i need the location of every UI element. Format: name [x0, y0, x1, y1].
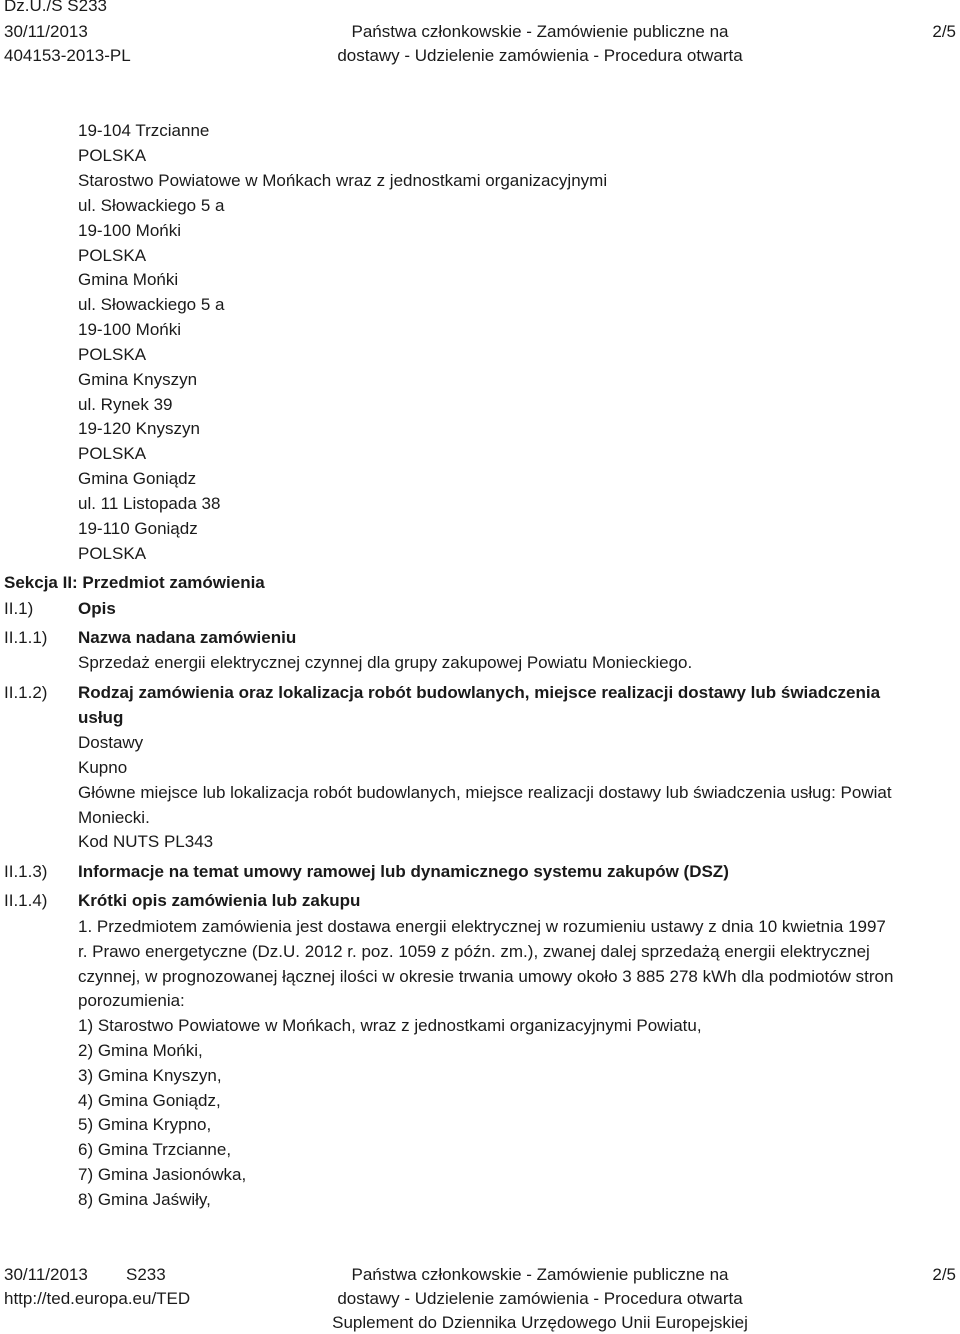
address-line: POLSKA	[78, 146, 147, 165]
address-line: 19-110 Goniądz	[78, 519, 198, 538]
header-date: 30/11/2013	[4, 22, 88, 41]
description-line: 3) Gmina Knyszyn,	[78, 1066, 222, 1085]
contract-name: Sprzedaż energii elektrycznej czynnej dla grupy zakupowej Powiatu Monieckiego.	[78, 653, 693, 672]
address-line: 19-100 Mońki	[78, 221, 182, 240]
section-number: II.1.1)	[4, 628, 48, 647]
header-notice-id: 404153-2013-PL	[4, 46, 131, 65]
address-line: POLSKA	[78, 246, 147, 265]
header-title-line1: Państwa członkowskie - Zamówienie publiczne na	[351, 22, 729, 41]
description-line: porozumienia:	[78, 991, 185, 1010]
header-title-line2: dostawy - Udzielenie zamówienia - Procedura otwarta	[337, 46, 743, 65]
address-line: ul. Słowackiego 5 a	[78, 295, 225, 314]
address-line: ul. 11 Listopada 38	[78, 494, 221, 513]
header-page-number: 2/5	[932, 22, 956, 41]
contract-subtype: Kupno	[78, 758, 128, 777]
address-line: 19-100 Mońki	[78, 320, 182, 339]
subsection-title: usług	[78, 708, 124, 727]
address-line: 19-104 Trzcianne	[78, 121, 210, 140]
footer-date: 30/11/2013	[4, 1265, 88, 1284]
subsection-title: Krótki opis zamówienia lub zakupu	[78, 891, 361, 910]
contract-type: Dostawy	[78, 733, 144, 752]
description-line: czynnej, w prognozowanej łącznej ilości w okresie trwania umowy około 3 885 278 kWh dla podmiotów stron	[78, 967, 894, 986]
location-text: Główne miejsce lub lokalizacja robót budowlanych, miejsce realizacji dostawy lub świadczenia usług: Powiat	[78, 783, 892, 802]
footer-url: http://ted.europa.eu/TED	[4, 1289, 191, 1308]
address-line: Starostwo Powiatowe w Mońkach wraz z jednostkami organizacyjnymi	[78, 171, 608, 190]
nuts-code: Kod NUTS PL343	[78, 832, 214, 851]
address-line: ul. Słowackiego 5 a	[78, 196, 225, 215]
description-line: 6) Gmina Trzcianne,	[78, 1140, 232, 1159]
address-line: ul. Rynek 39	[78, 395, 173, 414]
subsection-title: Rodzaj zamówienia oraz lokalizacja robót budowlanych, miejsce realizacji dostawy lub świadczenia	[78, 683, 881, 702]
address-line: POLSKA	[78, 444, 147, 463]
subsection-title: Opis	[78, 599, 116, 618]
description-line: 1) Starostwo Powiatowe w Mońkach, wraz z jednostkami organizacyjnymi Powiatu,	[78, 1016, 702, 1035]
address-line: Gmina Knyszyn	[78, 370, 198, 389]
section-number: II.1)	[4, 599, 34, 618]
description-line: 5) Gmina Krypno,	[78, 1115, 212, 1134]
subsection-title: Nazwa nadana zamówieniu	[78, 628, 297, 647]
section-number: II.1.2)	[4, 683, 48, 702]
address-line: POLSKA	[78, 544, 147, 563]
address-line: POLSKA	[78, 345, 147, 364]
location-text: Moniecki.	[78, 808, 150, 827]
subsection-title: Informacje na temat umowy ramowej lub dynamicznego systemu zakupów (DSZ)	[78, 862, 729, 881]
footer-supplement: Suplement do Dziennika Urzędowego Unii Europejskiej	[332, 1313, 748, 1332]
description-line: 1. Przedmiotem zamówienia jest dostawa energii elektrycznej w rozumieniu ustawy z dnia 10 kwietnia 1997	[78, 917, 886, 936]
footer-title-line1: Państwa członkowskie - Zamówienie publiczne na	[351, 1265, 729, 1284]
section-number: II.1.4)	[4, 891, 48, 910]
address-line: Gmina Goniądz	[78, 469, 197, 488]
address-line: Gmina Mońki	[78, 270, 179, 289]
description-line: 8) Gmina Jaświły,	[78, 1190, 211, 1209]
description-line: r. Prawo energetyczne (Dz.U. 2012 r. poz. 1059 z późn. zm.), zwanej dalej sprzedażą energii elektrycznej	[78, 942, 870, 961]
section-title: Sekcja II: Przedmiot zamówienia	[4, 573, 265, 592]
header-journal-ref: Dz.U./S S233	[4, 0, 107, 15]
section-number: II.1.3)	[4, 862, 48, 881]
footer-title-line2: dostawy - Udzielenie zamówienia - Procedura otwarta	[337, 1289, 743, 1308]
footer-series: S233	[126, 1265, 166, 1284]
footer-page-number: 2/5	[932, 1265, 956, 1284]
address-line: 19-120 Knyszyn	[78, 419, 200, 438]
description-line: 7) Gmina Jasionówka,	[78, 1165, 247, 1184]
description-line: 2) Gmina Mońki,	[78, 1041, 203, 1060]
description-line: 4) Gmina Goniądz,	[78, 1091, 221, 1110]
